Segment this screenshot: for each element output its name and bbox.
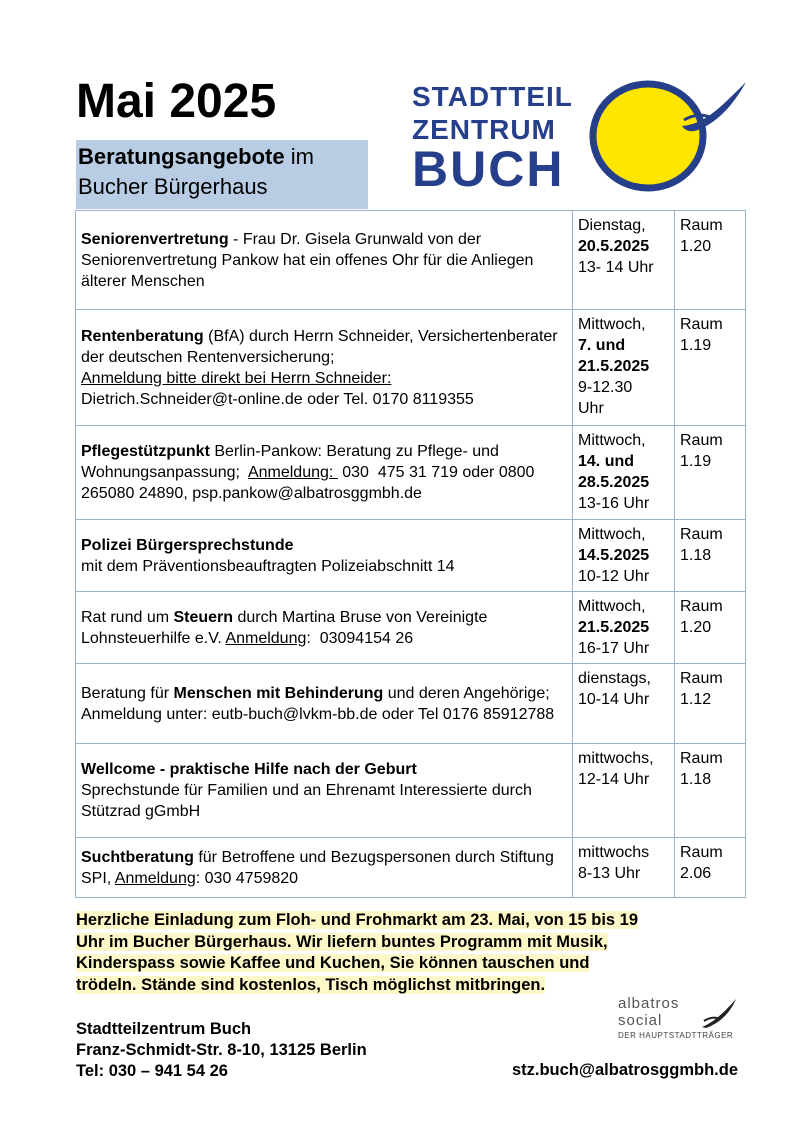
invitation-line1: Herzliche Einladung zum Floh- und Frohmarkt am 23. Mai, von 15 bis 19 xyxy=(76,911,639,929)
subtitle-rest: im xyxy=(284,144,314,169)
row-description: Rentenberatung (BfA) durch Herrn Schneider, Versichertenberater der deutschen Rentenversicherung; Anmeldung bitte direkt bei Herrn Schneider: Dietrich.Schneider@t-online.de oder Tel. 0170 8119355 xyxy=(76,310,573,426)
footer-line1: Stadtteilzentrum Buch xyxy=(76,1020,252,1038)
footer-email: stz.buch@albatrosggmbh.de xyxy=(511,1061,738,1079)
invitation-line4: trödeln. Stände sind kostenlos, Tisch möglichst mitbringen. xyxy=(76,975,546,994)
row-date: Mittwoch, 7. und 21.5.2025 9-12.30 Uhr xyxy=(573,310,675,426)
row-description: Rat rund um Steuern durch Martina Bruse von Vereinigte Lohnsteuerhilfe e.V. Anmeldung: 03094154 26 xyxy=(76,592,573,664)
row-room: Raum 1.20 xyxy=(675,592,746,664)
row-date: Mittwoch, 14.5.2025 10-12 Uhr xyxy=(573,520,675,592)
row-room: Raum 1.20 xyxy=(675,211,746,310)
row-description: Seniorenvertretung - Frau Dr. Gisela Grunwald von der Seniorenvertretung Pankow hat ein offenes Ohr für die Anliegen älterer Menschen xyxy=(76,211,573,310)
footer-line2: Franz-Schmidt-Str. 8-10, 13125 Berlin xyxy=(76,1041,367,1059)
row-date: Mittwoch, 14. und 28.5.2025 13-16 Uhr xyxy=(573,426,675,520)
row-description: Wellcome - praktische Hilfe nach der Geburt Sprechstunde für Familien und an Ehrenamt Interessierte durch Stützrad gGmbH xyxy=(76,744,573,838)
footer-line3: Tel: 030 – 941 54 26 xyxy=(76,1062,228,1080)
table-row xyxy=(76,310,746,426)
albatros-line3: DER HAUPTSTADTTRÄGER xyxy=(618,1031,734,1040)
row-room: Raum 1.18 xyxy=(675,520,746,592)
table-row xyxy=(76,520,746,592)
albatros-bird-icon xyxy=(700,997,738,1029)
albatros-line2: social xyxy=(618,1012,663,1029)
row-room: Raum 2.06 xyxy=(675,838,746,898)
row-date: Dienstag, 20.5.2025 13- 14 Uhr xyxy=(573,211,675,310)
schedule-table xyxy=(75,210,746,898)
logo-line1: STADTTEIL xyxy=(412,81,573,112)
sun-bird-icon xyxy=(586,80,752,192)
row-date: mittwochs, 12-14 Uhr xyxy=(573,744,675,838)
row-room: Raum 1.19 xyxy=(675,310,746,426)
logo-line3: BUCH xyxy=(412,141,565,197)
table-row xyxy=(76,838,746,898)
row-date: mittwochs 8-13 Uhr xyxy=(573,838,675,898)
row-date: dienstags, 10-14 Uhr xyxy=(573,664,675,744)
subtitle-box xyxy=(76,140,368,209)
stadtteilzentrum-logo xyxy=(412,80,752,197)
row-room: Raum 1.12 xyxy=(675,664,746,744)
logo-line2: ZENTRUM xyxy=(412,114,556,145)
row-description: Polizei Bürgersprechstunde mit dem Präventionsbeauftragten Polizeiabschnitt 14 xyxy=(76,520,573,592)
invitation-notice xyxy=(76,910,716,996)
footer-address xyxy=(76,1019,367,1082)
invitation-line2: Uhr im Bucher Bürgerhaus. Wir liefern buntes Programm mit Musik, xyxy=(76,932,608,951)
table-row xyxy=(76,744,746,838)
subtitle-line2: Bucher Bürgerhaus xyxy=(78,174,268,199)
albatros-line1: albatros xyxy=(618,995,680,1012)
table-row xyxy=(76,426,746,520)
row-description: Suchtberatung für Betroffene und Bezugspersonen durch Stiftung SPI, Anmeldung: 030 4759820 xyxy=(76,838,573,898)
albatros-logo xyxy=(618,995,758,1043)
table-row xyxy=(76,592,746,664)
row-description: Beratung für Menschen mit Behinderung und deren Angehörige; Anmeldung unter: eutb-buch@lvkm-bb.de oder Tel 0176 85912788 xyxy=(76,664,573,744)
page-title: Mai 2025 xyxy=(76,75,277,128)
invitation-line3: Kinderspass sowie Kaffee und Kuchen, Sie können tauschen und xyxy=(76,954,590,972)
row-date: Mittwoch, 21.5.2025 16-17 Uhr xyxy=(573,592,675,664)
table-row xyxy=(76,664,746,744)
row-room: Raum 1.18 xyxy=(675,744,746,838)
row-description: Pflegestützpunkt Berlin-Pankow: Beratung zu Pflege- und Wohnungsanpassung; Anmeldung: 030 475 31 719 oder 0800 265080 24890, psp.pankow@albatrosggmbh.de xyxy=(76,426,573,520)
subtitle-line1 xyxy=(78,144,314,170)
row-room: Raum 1.19 xyxy=(675,426,746,520)
table-row xyxy=(76,211,746,310)
subtitle-bold: Beratungsangebote xyxy=(78,144,285,169)
